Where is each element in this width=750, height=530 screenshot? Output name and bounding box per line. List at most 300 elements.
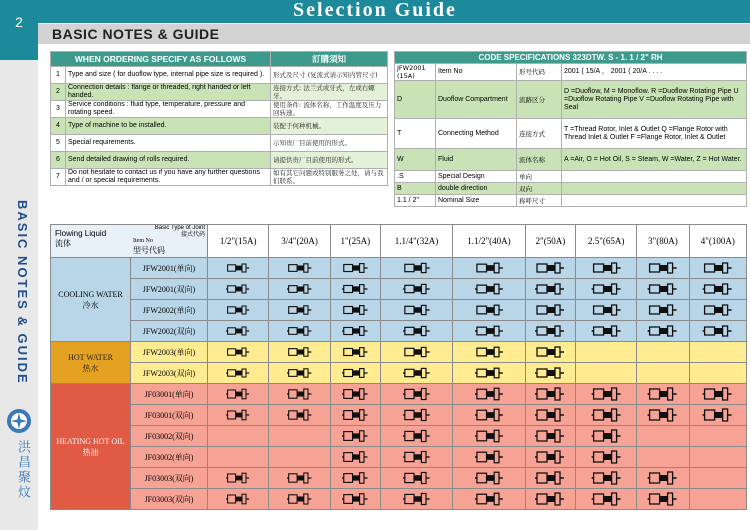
joint-diagram-cell (380, 489, 452, 510)
table-row (51, 135, 388, 152)
group-heating-hot-oil (51, 384, 131, 510)
joint-diagram-cell (269, 384, 330, 405)
joint-diagram-cell (330, 426, 380, 447)
joint-diagram-cell (208, 321, 269, 342)
code-cell: .S (395, 171, 436, 183)
table-row (51, 489, 747, 510)
size-header: 2"(50A) (525, 225, 576, 258)
rotary-joint-icon (226, 408, 250, 422)
rotary-joint-icon (342, 366, 368, 380)
table-row (51, 405, 747, 426)
joint-diagram-cell (689, 426, 746, 447)
joint-diagram-cell (525, 321, 576, 342)
rotary-joint-icon (535, 471, 565, 485)
joint-diagram-cell (380, 384, 452, 405)
joint-diagram-cell (208, 447, 269, 468)
rotary-joint-icon (591, 261, 622, 275)
joint-diagram-cell (689, 300, 746, 321)
row-text-zh: 请提供贵厂目前使用的形式。 (271, 152, 388, 169)
rotary-joint-icon (403, 282, 431, 296)
rotary-joint-icon (647, 282, 678, 296)
row-number: 7 (51, 169, 66, 186)
row-number: 5 (51, 135, 66, 152)
joint-diagram-cell (453, 279, 525, 300)
joint-diagram-cell (453, 300, 525, 321)
row-text-en: Service conditions : fluid type, temperature, pressure and rotating speed. (66, 101, 271, 118)
table-row (51, 426, 747, 447)
joint-diagram-cell (269, 426, 330, 447)
rotary-joint-icon (535, 450, 565, 464)
item-no-en: Item No (133, 238, 153, 244)
joint-diagram-cell (525, 426, 576, 447)
joint-diagram-cell (576, 468, 637, 489)
code-en: Connecting Method (436, 119, 517, 149)
joint-diagram-cell (525, 300, 576, 321)
size-header: 1"(25A) (330, 225, 380, 258)
rotary-joint-icon (535, 282, 565, 296)
joint-diagram-cell (330, 384, 380, 405)
model-code: JF03003(双向) (131, 468, 208, 489)
row-text-en: Special requirements. (66, 135, 271, 152)
rotary-joint-icon (702, 324, 733, 338)
joint-diagram-cell (330, 447, 380, 468)
code-zh: 单向 (517, 171, 562, 183)
rotary-joint-icon (647, 303, 678, 317)
joint-diagram-cell (330, 300, 380, 321)
rotary-joint-icon (226, 387, 250, 401)
joint-diagram-cell (576, 279, 637, 300)
ordering-header-zh: 訂購須知 (271, 52, 388, 67)
rotary-joint-icon (287, 303, 312, 317)
row-text-en: Type and size ( for duoflow type, internal pipe size is required ). (66, 67, 271, 84)
rotary-joint-icon (403, 324, 431, 338)
table-row (51, 342, 747, 363)
brand-logo-icon (6, 408, 32, 434)
joint-diagram-cell (453, 489, 525, 510)
rotary-joint-icon (591, 282, 622, 296)
rotary-joint-icon (403, 450, 431, 464)
code-desc (562, 183, 747, 195)
joint-diagram-cell (637, 468, 689, 489)
code-desc: D =Duoflow, M = Monoflow. R =Duoflow Rotating Pipe U =Duoflow Rotating Pipe V =Duoflow Rotating Pipe with Seal (562, 81, 747, 119)
item-no-zh: 型号代码 (133, 246, 165, 255)
table-row (395, 171, 747, 183)
joint-diagram-cell (330, 363, 380, 384)
rotary-joint-icon (647, 324, 678, 338)
joint-diagram-cell (576, 258, 637, 279)
brand-name: 洪昌聚炆 (15, 440, 30, 500)
rotary-joint-icon (403, 471, 431, 485)
rotary-joint-icon (226, 345, 250, 359)
row-text-en: Send detailed drawing of rolls required. (66, 152, 271, 169)
joint-diagram-cell (380, 279, 452, 300)
size-header: 2.5"(65A) (576, 225, 637, 258)
group-zh: 热油 (82, 447, 99, 457)
joint-diagram-cell (330, 489, 380, 510)
code-zh: 称呼尺寸 (517, 195, 562, 207)
joint-diagram-cell (269, 405, 330, 426)
rotary-joint-icon (475, 387, 504, 401)
rotary-joint-icon (535, 303, 565, 317)
joint-diagram-cell (689, 279, 746, 300)
row-number: 6 (51, 152, 66, 169)
joint-diagram-cell (269, 321, 330, 342)
joint-diagram-cell (453, 384, 525, 405)
code-zh: 流路区分 (517, 81, 562, 119)
code-cell: 1.1 / 2" (395, 195, 436, 207)
table-row (395, 195, 747, 207)
rotary-joint-icon (226, 366, 250, 380)
joint-diagram-cell (380, 342, 452, 363)
code-cell: B (395, 183, 436, 195)
rotary-joint-icon (342, 303, 368, 317)
model-code: JF03002(单向) (131, 447, 208, 468)
size-header: 1.1/2"(40A) (453, 225, 525, 258)
joint-type-en: Basic Type of Joint (154, 225, 205, 231)
rotary-joint-icon (475, 366, 504, 380)
code-zh: 双向 (517, 183, 562, 195)
joint-diagram-cell (525, 363, 576, 384)
joint-diagram-cell (576, 489, 637, 510)
item-no-label (133, 237, 165, 257)
model-code: JFW2001(单向) (131, 258, 208, 279)
rotary-joint-icon (403, 345, 431, 359)
joint-diagram-cell (208, 489, 269, 510)
joint-diagram-cell (689, 363, 746, 384)
joint-diagram-cell (380, 447, 452, 468)
table-row (51, 363, 747, 384)
joint-diagram-cell (576, 447, 637, 468)
rotary-joint-icon (591, 429, 622, 443)
table-row (51, 152, 388, 169)
joint-diagram-cell (208, 342, 269, 363)
rotary-joint-icon (591, 471, 622, 485)
model-code: JF03001(单向) (131, 384, 208, 405)
rotary-joint-icon (403, 366, 431, 380)
joint-diagram-cell (576, 363, 637, 384)
rotary-joint-icon (287, 471, 312, 485)
rotary-joint-icon (342, 450, 368, 464)
row-text-zh: 装配于何种机械。 (271, 118, 388, 135)
ordering-table (50, 51, 388, 186)
joint-diagram-cell (380, 426, 452, 447)
table-row (395, 119, 747, 149)
joint-diagram-cell (689, 468, 746, 489)
joint-diagram-cell (576, 321, 637, 342)
model-code: JF03003(双向) (131, 489, 208, 510)
rotary-joint-icon (403, 303, 431, 317)
rotary-joint-icon (342, 408, 368, 422)
size-header: 1.1/4"(32A) (380, 225, 452, 258)
table-row (51, 384, 747, 405)
model-code: JFW2003(单向) (131, 342, 208, 363)
joint-diagram-cell (453, 447, 525, 468)
table-row (51, 321, 747, 342)
joint-diagram-cell (637, 321, 689, 342)
joint-diagram-cell (269, 342, 330, 363)
rotary-joint-icon (535, 408, 565, 422)
joint-diagram-cell (525, 405, 576, 426)
joint-diagram-cell (269, 447, 330, 468)
code-cell: JFW2001 (15A) (395, 64, 436, 81)
rotary-joint-icon (287, 408, 312, 422)
page-number: 2 (15, 14, 23, 30)
group-en: COOLING WATER (58, 289, 123, 299)
group-en: HOT WATER (68, 352, 113, 362)
code-zh: 连接方式 (517, 119, 562, 149)
joint-diagram-cell (330, 342, 380, 363)
rotary-joint-icon (535, 324, 565, 338)
row-number: 1 (51, 67, 66, 84)
rotary-joint-icon (475, 324, 504, 338)
table-row (395, 149, 747, 171)
rotary-joint-icon (342, 492, 368, 506)
row-text-zh: 连接方式: 法兰式或牙式，左或右螺牙。 (271, 84, 388, 101)
joint-diagram-cell (637, 258, 689, 279)
model-code: JF03002(双向) (131, 426, 208, 447)
group-hot-water (51, 342, 131, 384)
rotary-joint-icon (647, 387, 678, 401)
rotary-joint-icon (226, 282, 250, 296)
rotary-joint-icon (287, 387, 312, 401)
table-row (51, 101, 388, 118)
joint-diagram-cell (525, 258, 576, 279)
table-row (395, 64, 747, 81)
row-number: 3 (51, 101, 66, 118)
joint-diagram-cell (380, 363, 452, 384)
rotary-joint-icon (702, 303, 733, 317)
code-spec-table (394, 51, 747, 207)
model-code: JF03001(双向) (131, 405, 208, 426)
joint-diagram-cell (525, 384, 576, 405)
joint-diagram-cell (380, 258, 452, 279)
rotary-joint-icon (475, 471, 504, 485)
table-row (51, 258, 747, 279)
row-text-en: Connection details : flange or threaded, right handed or left handed. (66, 84, 271, 101)
row-text-zh: 使用条件: 流体名称，工作温度及压力回转速。 (271, 101, 388, 118)
code-en: Duoflow Compartment (436, 81, 517, 119)
joint-diagram-cell (208, 300, 269, 321)
joint-diagram-cell (525, 468, 576, 489)
rotary-joint-icon (475, 408, 504, 422)
model-code: JFW2001(双向) (131, 279, 208, 300)
group-en: HEATING HOT OIL (56, 436, 125, 446)
joint-diagram-cell (637, 426, 689, 447)
rotary-joint-icon (287, 345, 312, 359)
code-en: Fluid (436, 149, 517, 171)
joint-diagram-cell (689, 489, 746, 510)
rotary-joint-icon (647, 471, 678, 485)
joint-diagram-cell (689, 258, 746, 279)
rotary-joint-icon (287, 282, 312, 296)
joint-diagram-cell (637, 447, 689, 468)
row-text-en: Type of machine to be installed. (66, 118, 271, 135)
joint-diagram-cell (637, 489, 689, 510)
joint-diagram-cell (269, 489, 330, 510)
joint-diagram-cell (576, 342, 637, 363)
table-row (51, 84, 388, 101)
rotary-joint-icon (702, 387, 733, 401)
rotary-joint-icon (702, 282, 733, 296)
rotary-joint-icon (226, 303, 250, 317)
joint-diagram-cell (380, 321, 452, 342)
rotary-joint-icon (287, 366, 312, 380)
grid-corner-header (51, 225, 208, 258)
joint-diagram-cell (453, 258, 525, 279)
joint-diagram-cell (330, 405, 380, 426)
size-header: 3"(80A) (637, 225, 689, 258)
table-row (51, 300, 747, 321)
joint-diagram-cell (637, 300, 689, 321)
joint-diagram-cell (525, 447, 576, 468)
row-number: 4 (51, 118, 66, 135)
rotary-joint-icon (226, 261, 250, 275)
table-row (395, 183, 747, 195)
joint-diagram-cell (269, 300, 330, 321)
rotary-joint-icon (475, 345, 504, 359)
rotary-joint-icon (342, 471, 368, 485)
joint-diagram-cell (453, 363, 525, 384)
table-row (51, 67, 388, 84)
joint-diagram-cell (269, 363, 330, 384)
joint-diagram-cell (269, 279, 330, 300)
code-cell: T (395, 119, 436, 149)
joint-diagram-cell (576, 384, 637, 405)
size-header: 4"(100A) (689, 225, 746, 258)
rotary-joint-icon (287, 324, 312, 338)
rotary-joint-icon (702, 261, 733, 275)
rotary-joint-icon (403, 492, 431, 506)
joint-diagram-cell (637, 405, 689, 426)
code-spec-header: CODE SPECIFICATIONS 323DTW. S - 1. 1 / 2" RH (395, 52, 747, 64)
rotary-joint-icon (647, 261, 678, 275)
joint-diagram-cell (689, 321, 746, 342)
rotary-joint-icon (591, 450, 622, 464)
joint-diagram-cell (637, 279, 689, 300)
ordering-header-en: WHEN ORDERING SPECIFY AS FOLLOWS (51, 52, 271, 67)
joint-diagram-cell (525, 489, 576, 510)
row-number: 2 (51, 84, 66, 101)
table-row (51, 118, 388, 135)
row-text-zh: 示知贵厂目前使用的形式。 (271, 135, 388, 152)
joint-diagram-cell (208, 279, 269, 300)
joint-diagram-cell (208, 258, 269, 279)
rotary-joint-icon (403, 429, 431, 443)
joint-diagram-cell (453, 342, 525, 363)
rotary-joint-icon (342, 324, 368, 338)
rotary-joint-icon (535, 366, 565, 380)
rotary-joint-icon (342, 387, 368, 401)
joint-diagram-cell (689, 342, 746, 363)
size-header: 3/4"(20A) (269, 225, 330, 258)
joint-diagram-cell (208, 363, 269, 384)
table-row (51, 169, 388, 186)
side-vertical-title: BASIC NOTES & GUIDE (15, 200, 30, 385)
flowing-liquid-en: Flowing Liquid (55, 229, 107, 238)
rotary-joint-icon (475, 261, 504, 275)
page-title: Selection Guide (293, 0, 457, 21)
rotary-joint-icon (591, 324, 622, 338)
rotary-joint-icon (287, 261, 312, 275)
joint-diagram-cell (269, 468, 330, 489)
rotary-joint-icon (591, 387, 622, 401)
joint-diagram-cell (269, 258, 330, 279)
joint-diagram-cell (330, 468, 380, 489)
joint-diagram-cell (330, 279, 380, 300)
joint-diagram-cell (453, 468, 525, 489)
code-en: Item No (436, 64, 517, 81)
joint-diagram-cell (380, 300, 452, 321)
rotary-joint-icon (342, 282, 368, 296)
joint-diagram-cell (689, 384, 746, 405)
code-en: Nominal Size (436, 195, 517, 207)
rotary-joint-icon (226, 492, 250, 506)
joint-diagram-cell (208, 384, 269, 405)
code-desc: 2001 ( 15/A ， 2001 ( 20/A . . . . (562, 64, 747, 81)
code-cell: W (395, 149, 436, 171)
joint-diagram-cell (208, 405, 269, 426)
joint-type-zh: 接式代码 (180, 232, 205, 238)
code-en: Special Design (436, 171, 517, 183)
rotary-joint-icon (647, 492, 678, 506)
joint-diagram-cell (453, 405, 525, 426)
rotary-joint-icon (287, 492, 312, 506)
rotary-joint-icon (226, 324, 250, 338)
side-bar-top (0, 0, 38, 60)
group-zh: 冷水 (82, 300, 99, 310)
joint-diagram-cell (637, 384, 689, 405)
row-text-en: Do not hesitate to contact us if you have any further questions and / or special requirements. (66, 169, 271, 186)
code-zh: 流体名称 (517, 149, 562, 171)
section-title: BASIC NOTES & GUIDE (52, 26, 220, 42)
code-desc (562, 171, 747, 183)
joint-diagram-cell (637, 342, 689, 363)
joint-diagram-cell (689, 447, 746, 468)
rotary-joint-icon (535, 492, 565, 506)
joint-diagram-cell (330, 258, 380, 279)
joint-diagram-cell (576, 426, 637, 447)
group-zh: 热水 (82, 363, 99, 373)
row-text-zh: 形式及尺寸 (复流式请示知内管尺寸) (271, 67, 388, 84)
joint-diagram-cell (689, 405, 746, 426)
joint-diagram-cell (637, 363, 689, 384)
row-text-zh: 如有其它问题或特别服务之处，请与我们联系。 (271, 169, 388, 186)
group-cooling-water (51, 258, 131, 342)
code-desc: A =Air, O = Hot Oil, S = Steam, W =Water, Z = Hot Water. (562, 149, 747, 171)
rotary-joint-icon (647, 408, 678, 422)
rotary-joint-icon (535, 345, 565, 359)
flowing-liquid-label (55, 229, 106, 249)
rotary-joint-icon (702, 408, 733, 422)
code-zh: 形号代码 (517, 64, 562, 81)
table-row (51, 279, 747, 300)
rotary-joint-icon (342, 345, 368, 359)
table-row (395, 81, 747, 119)
rotary-joint-icon (403, 261, 431, 275)
rotary-joint-icon (475, 450, 504, 464)
size-header: 1/2"(15A) (208, 225, 269, 258)
rotary-joint-icon (535, 261, 565, 275)
rotary-joint-icon (535, 387, 565, 401)
rotary-joint-icon (342, 429, 368, 443)
code-desc (562, 195, 747, 207)
model-code: JFW2002(单向) (131, 300, 208, 321)
joint-diagram-cell (453, 321, 525, 342)
rotary-joint-icon (591, 492, 622, 506)
joint-diagram-cell (576, 300, 637, 321)
rotary-joint-icon (475, 282, 504, 296)
rotary-joint-icon (475, 429, 504, 443)
